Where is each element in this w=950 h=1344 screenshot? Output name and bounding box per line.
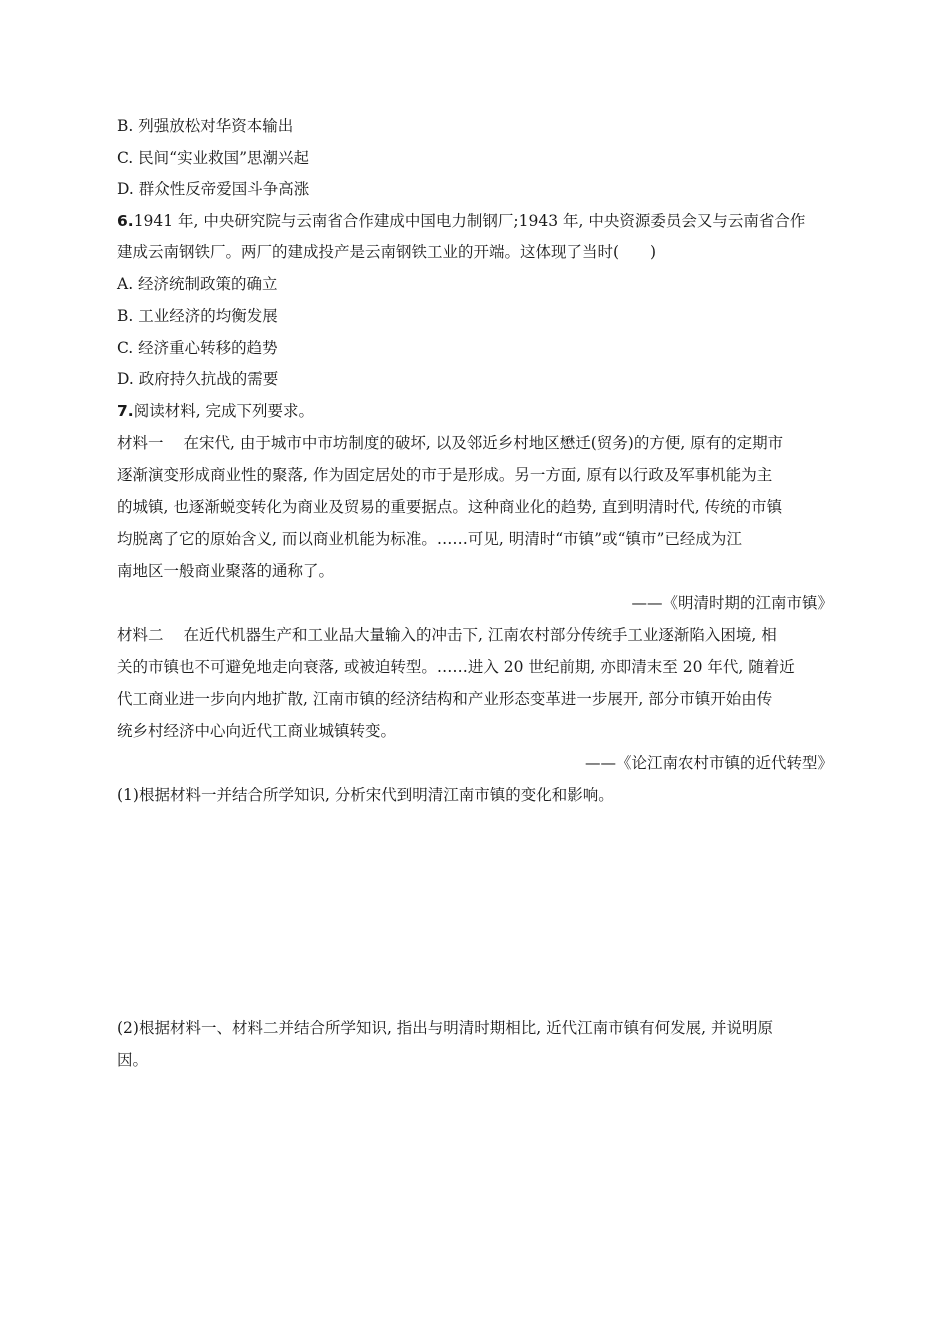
q7-number: 7. [117, 402, 134, 420]
q6-option-c: C. 经济重心转移的趋势 [117, 339, 278, 357]
q7-stem [117, 401, 314, 421]
q7-subquestion-1: (1)根据材料一并结合所学知识, 分析宋代到明清江南市镇的变化和影响。 [117, 786, 614, 804]
material1-line3: 的城镇, 也逐渐蜕变转化为商业及贸易的重要据点。这种商业化的趋势, 直到明清时代, 传统的市镇 [117, 498, 783, 516]
material1-source: ——《明清时期的江南市镇》 [631, 594, 833, 612]
material2-line2: 关的市镇也不可避免地走向衰落, 或被迫转型。……进入 20 世纪前期, 亦即清末至 20 年代, 随着近 [117, 658, 795, 676]
material2-line4: 统乡村经济中心向近代工商业城镇转变。 [117, 722, 397, 740]
q7-stem-text: 阅读材料, 完成下列要求。 [133, 402, 315, 420]
q6-option-a: A. 经济统制政策的确立 [117, 275, 278, 293]
material1-line2: 逐渐演变形成商业性的聚落, 作为固定居处的市于是形成。另一方面, 原有以行政及军事机能为主 [117, 466, 773, 484]
material1-label: 材料一 [117, 434, 164, 452]
material1-line4: 均脱离了它的原始含义, 而以商业机能为标准。……可见, 明清时“市镇”或“镇市”已经成为江 [117, 530, 742, 548]
q6-number: 6. [117, 212, 134, 230]
q6-stem-text-1: 1941 年, 中央研究院与云南省合作建成中国电力制钢厂;1943 年, 中央资源委员会又与云南省合作 [133, 212, 806, 230]
q6-option-b: B. 工业经济的均衡发展 [117, 307, 278, 325]
q6-option-d: D. 政府持久抗战的需要 [117, 370, 279, 388]
q6-stem-line1 [117, 211, 805, 231]
material2-label: 材料二 [117, 626, 164, 644]
q5-option-d: D. 群众性反帝爱国斗争高涨 [117, 180, 310, 198]
q6-stem-line2: 建成云南钢铁厂。两厂的建成投产是云南钢铁工业的开端。这体现了当时( ) [117, 243, 657, 261]
q7-subquestion-2-line1: (2)根据材料一、材料二并结合所学知识, 指出与明清时期相比, 近代江南市镇有何发展, 并说明原 [117, 1019, 774, 1037]
material2-source: ——《论江南农村市镇的近代转型》 [584, 754, 833, 772]
material1-line1 [117, 433, 783, 453]
q7-subquestion-2-line2: 因。 [117, 1051, 149, 1069]
material2-line3: 代工商业进一步向内地扩散, 江南市镇的经济结构和产业形态变革进一步展开, 部分市镇开始由传 [117, 690, 773, 708]
material1-text-1: 在宋代, 由于城市中市坊制度的破坏, 以及邻近乡村地区懋迁(贸务)的方便, 原有的定期市 [183, 434, 784, 452]
material1-line5: 南地区一般商业聚落的通称了。 [117, 562, 335, 580]
material2-text-1: 在近代机器生产和工业品大量输入的冲击下, 江南农村部分传统手工业逐渐陷入困境, 相 [183, 626, 777, 644]
material2-line1 [117, 625, 777, 645]
q5-option-c: C. 民间“实业救国”思潮兴起 [117, 149, 310, 167]
q5-option-b: B. 列强放松对华资本输出 [117, 117, 294, 135]
